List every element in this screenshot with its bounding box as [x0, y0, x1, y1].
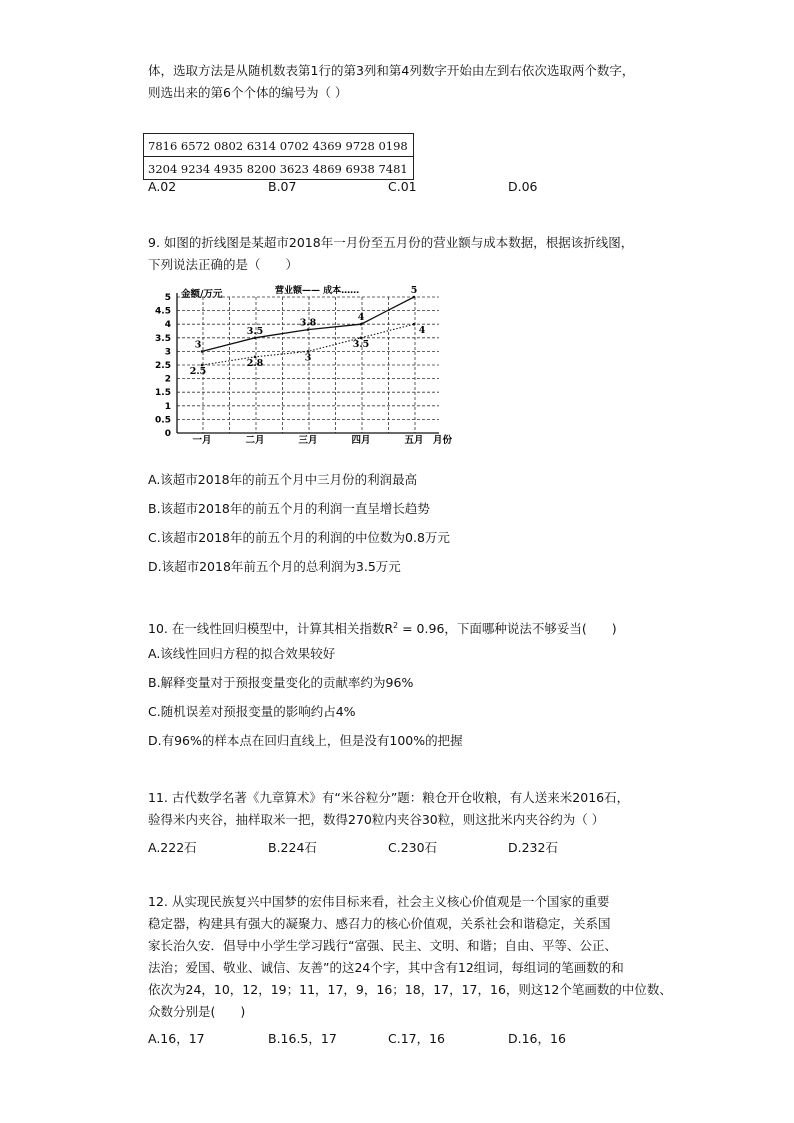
q11-option-a[interactable]: A.222石: [148, 840, 197, 855]
q10-text-prefix: 10. 在一线性回归模型中，计算其相关指数R: [148, 621, 394, 637]
table-row: [144, 157, 414, 180]
revenue-cost-line-chart: [147, 283, 472, 448]
data-label: 3.8: [299, 317, 317, 329]
q9-text-line1: 9. 如图的折线图是某超市2018年一月份至五月份的营业额与成本数据，根据该折线图，: [148, 235, 634, 250]
x-tick-label: 二月: [245, 435, 265, 446]
random-number-table: [143, 133, 414, 180]
q11-options: [148, 839, 708, 857]
data-label: 3: [194, 339, 202, 351]
q11-option-c[interactable]: C.230石: [388, 840, 438, 855]
x-tick-label: 一月: [192, 435, 212, 446]
q12-text-line4: 法治；爱国、敬业、诚信、友善”的这24个字，其中含有12组词，每组词的笔画数的和: [148, 960, 624, 975]
data-point: [413, 296, 416, 299]
q8-option-d[interactable]: D.06: [508, 179, 538, 194]
data-label: 5: [410, 285, 418, 296]
q9-option-b[interactable]: B.该超市2018年的前五个月的利润一直呈增长趋势: [148, 501, 430, 516]
q12-text-line2: 稳定器，构建具有强大的凝聚力、感召力的核心价值观，关系社会和谐稳定，关系国: [148, 916, 611, 931]
q12-option-d[interactable]: D.16，16: [508, 1031, 566, 1046]
q12-option-a[interactable]: A.16，17: [148, 1031, 205, 1046]
chart-y-axis-label: 金额/万元: [181, 289, 223, 300]
x-tick-label: 四月: [351, 435, 371, 446]
chart-x-axis-label: 月份: [433, 435, 453, 446]
y-tick-label: 2.5: [155, 361, 171, 371]
q12-text-line3: 家长治久安．倡导中小学生学习践行“富强、民主、文明、和谐；自由、平等、公正、: [148, 938, 617, 953]
q8-option-c[interactable]: C.01: [388, 179, 417, 194]
q10-option-a[interactable]: A.该线性回归方程的拟合效果较好: [148, 646, 336, 661]
q8-option-a[interactable]: A.02: [148, 179, 177, 194]
data-point: [360, 323, 363, 326]
table-cell: 7816 6572 0802 6314 0702 4369 9728 0198: [144, 134, 414, 157]
y-tick-label: 2: [164, 374, 171, 385]
q8-text-line2: 则选出来的第6个个体的编号为（ ）: [148, 85, 348, 100]
q8-option-b[interactable]: B.07: [268, 179, 297, 194]
chart-series: [190, 285, 426, 377]
x-tick-label: 三月: [298, 435, 318, 446]
q9-option-d[interactable]: D.该超市2018年前五个月的总利润为3.5万元: [148, 559, 401, 574]
y-tick-label: 0.5: [155, 415, 171, 426]
data-label: 3.5: [246, 325, 264, 337]
q11-option-b[interactable]: B.224石: [268, 840, 317, 855]
y-tick-label: 1.5: [155, 388, 171, 399]
q12-text-line5: 依次为24，10，12，19；11，17，9，16；18，17，17，16，则这12个笔画数的中位数、: [148, 982, 672, 997]
q10-option-b[interactable]: B.解释变量对于预报变量变化的贡献率约为96%: [148, 675, 414, 690]
q10-option-d[interactable]: D.有96%的样本点在回归直线上，但是没有100%的把握: [148, 733, 463, 748]
q12-option-b[interactable]: B.16.5，17: [268, 1031, 337, 1046]
q10-superscript: 2: [393, 621, 399, 630]
q12-text-line1: 12. 从实现民族复兴中国梦的宏伟目标来看，社会主义核心价值观是一个国家的重要: [148, 894, 610, 909]
q10-text: [148, 617, 617, 638]
q8-options: [148, 178, 708, 196]
data-point: [254, 337, 257, 340]
chart-legend: 营业额—— 成本……: [275, 286, 360, 296]
y-tick-label: 4: [164, 320, 171, 331]
data-label: 2.5: [189, 366, 207, 377]
data-point: [307, 328, 310, 331]
y-tick-label: 3: [164, 347, 171, 358]
y-tick-label: 1: [164, 401, 171, 412]
q12-text-line6: 众数分别是( ): [148, 1004, 246, 1019]
q9-option-a[interactable]: A.该超市2018年的前五个月中三月份的利润最高: [148, 472, 418, 487]
data-label: 4: [357, 312, 365, 324]
q11-text-line1: 11. 古代数学名著《九章算术》有“米谷粒分”题：粮仓开仓收粮，有人送来米2016石，: [148, 790, 630, 805]
y-tick-label: 0: [164, 429, 171, 439]
q10-option-c[interactable]: C.随机误差对预报变量的影响约占4%: [148, 704, 356, 719]
data-point: [413, 323, 416, 326]
q9-text-line2: 下列说法正确的是（ ）: [148, 257, 299, 272]
x-tick-label: 五月: [404, 435, 424, 446]
q12-options: [148, 1030, 708, 1048]
y-tick-label: 3.5: [155, 333, 171, 344]
data-label: 4: [418, 325, 426, 337]
table-cell: 3204 9234 4935 8200 3623 4869 6938 7481: [144, 157, 414, 180]
q11-option-d[interactable]: D.232石: [508, 840, 558, 855]
data-label: 3: [304, 352, 312, 364]
q10-text-suffix: = 0.96，下面哪种说法不够妥当( ): [398, 621, 617, 637]
q12-option-c[interactable]: C.17，16: [388, 1031, 446, 1046]
y-tick-label: 5: [164, 293, 171, 303]
table-row: [144, 134, 414, 157]
q8-text-line1: 体，选取方法是从随机数表第1行的第3列和第4列数字开始由左到右依次选取两个数字，: [148, 63, 635, 78]
data-label: 3.5: [352, 338, 370, 350]
q9-option-c[interactable]: C.该超市2018年的前五个月的利润的中位数为0.8万元: [148, 530, 450, 545]
y-tick-label: 4.5: [155, 306, 171, 317]
q11-text-line2: 验得米内夹谷，抽样取米一把，数得270粒内夹谷30粒，则这批米内夹谷约为（ ）: [148, 812, 605, 827]
data-label: 2.8: [246, 357, 264, 369]
data-point: [201, 350, 204, 353]
